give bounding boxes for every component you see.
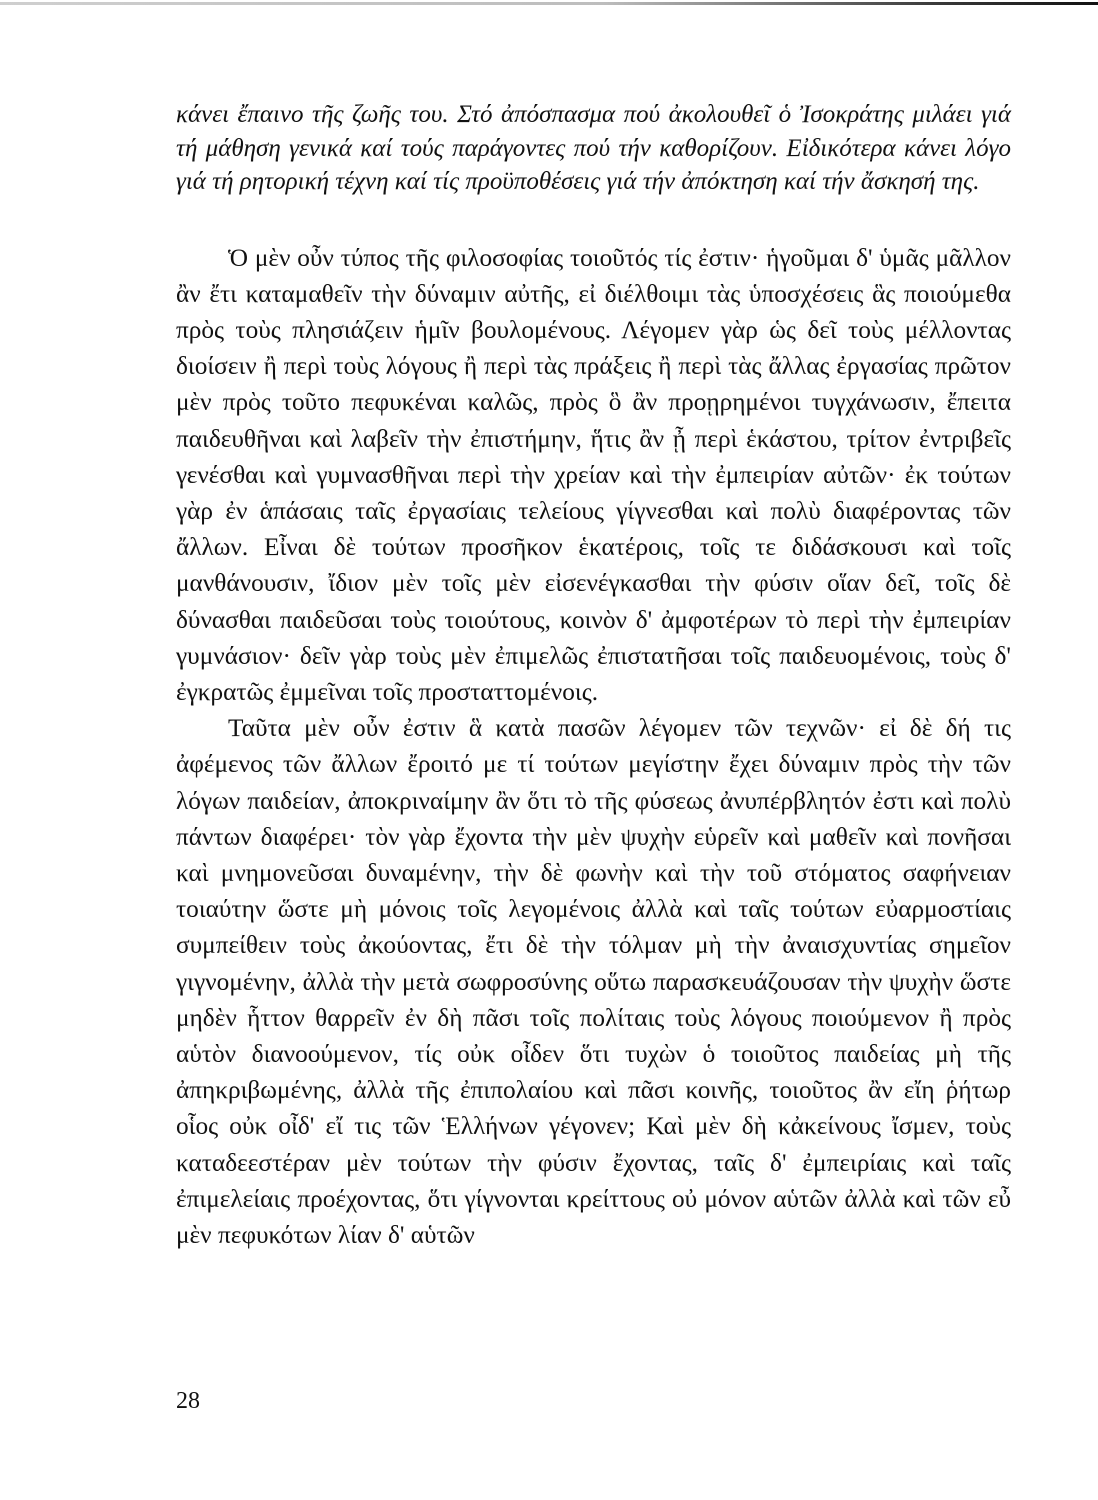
greek-quote-paragraph-2: Ταῦτα μὲν οὖν ἐστιν ἃ κατὰ πασῶν λέγομεν τῶν τεχνῶν· εἰ δὲ δή τις ἀφέμενος τῶν ἄλλων ἔροιτό με τί τούτων μεγίστην ἔχει δύναμιν πρὸς τὴν τῶν λόγων παιδείαν, ἀποκριναίμην ἂν ὅτι τὸ τῆς φύσεως ἀνυπέρβλητόν ἐστι καὶ πολὺ πάντων διαφέρει· τὸν γὰρ ἔχοντα τὴν μὲν ψυχὴν εὑρεῖν καὶ μαθεῖν καὶ πονῆσαι καὶ μνημονεῦσαι δυναμένην, τὴν δὲ φωνὴν καὶ τὴν τοῦ στόματος σαφήνειαν τοιαύτην ὥστε μὴ μόνοις τοῖς λεγομένοις ἀλλὰ καὶ ταῖς τούτων εὐαρμοστίαις συμπείθειν τοὺς ἀκούοντας, ἔτι δὲ τὴν τόλμαν μὴ τὴν ἀναισχυντίας σημεῖον γιγνομένην, ἀλλὰ τὴν μετὰ σωφροσύνης οὕτω παρασκευάζουσαν τὴν ψυχὴν ὥστε μηδὲν ἧττον θαρρεῖν ἐν δὴ πᾶσι τοῖς πολίταις τοὺς λόγους ποιούμενον ἢ πρὸς αὑτὸν διανοούμενον, τίς οὐκ οἶδεν ὅτι τυχὼν ὁ τοιοῦτος παιδείας μὴ τῆς ἀπηκριβωμένης, ἀλλὰ τῆς ἐπιπολαίου καὶ πᾶσι κοινῆς, τοιοῦτος ἂν εἴη ῥήτωρ οἷος οὐκ οἶδ' εἴ τις τῶν Ἑλλήνων γέγονεν; Καὶ μὲν δὴ κἀκείνους ἴσμεν, τοὺς καταδεεστέραν μὲν τούτων τὴν φύσιν ἔχοντας, ταῖς δ' ἐμπειρίαις καὶ ταῖς ἐπιμελείαις προέχοντας, ὅτι γίγνονται κρείττους οὐ μόνον αὑτῶν ἀλλὰ καὶ τῶν εὖ μὲν πεφυκότων λίαν δ' αὑτῶν	[176, 714, 1011, 1249]
page-body	[176, 98, 1011, 1253]
intro-paragraph: κάνει ἔπαινο τῆς ζωῆς του. Στό ἀπόσπασμα πού ἀκολουθεῖ ὁ Ἰσοκράτης μιλάει γιά τή μάθηση γενικά καί τούς παράγοντες πού τήν καθορίζουν. Εἰδικότερα κάνει λόγο γιά τή ρητορική τέχνη καί τίς προϋποθέσεις γιά τήν ἀπόκτηση καί τήν ἄσκησή της.	[176, 101, 1011, 195]
top-edge-rule	[0, 2, 1098, 5]
greek-quote-paragraph-1: Ὁ μὲν οὖν τύπος τῆς φιλοσοφίας τοιοῦτός τίς ἐστιν· ἡγοῦμαι δ' ὑμᾶς μᾶλλον ἂν ἔτι καταμαθεῖν τὴν δύναμιν αὐτῆς, εἰ διέλθοιμι τὰς ὑποσχέσεις ἃς ποιούμεθα πρὸς τοὺς πλησιάζειν ἡμῖν βουλομένους. Λέγομεν γὰρ ὡς δεῖ τοὺς μέλλοντας διοίσειν ἢ περὶ τοὺς λόγους ἢ περὶ τὰς πράξεις ἢ περὶ τὰς ἄλλας ἐργασίας πρῶτον μὲν πρὸς τοῦτο πεφυκέναι καλῶς, πρὸς ὃ ἂν προῃρημένοι τυγχάνωσιν, ἔπειτα παιδευθῆναι καὶ λαβεῖν τὴν ἐπιστήμην, ἥτις ἂν ᾖ περὶ ἑκάστου, τρίτον ἐντριβεῖς γενέσθαι καὶ γυμνασθῆναι περὶ τὴν χρείαν καὶ τὴν ἐμπειρίαν αὐτῶν· ἐκ τούτων γὰρ ἐν ἁπάσαις ταῖς ἐργασίαις τελείους γίγνεσθαι καὶ πολὺ διαφέροντας τῶν ἄλλων. Εἶναι δὲ τούτων προσῆκον ἑκατέροις, τοῖς τε διδάσκουσι καὶ τοῖς μανθάνουσιν, ἴδιον μὲν τοῖς μὲν εἰσενέγκασθαι τὴν φύσιν οἵαν δεῖ, τοῖς δὲ δύνασθαι παιδεῦσαι τοὺς τοιούτους, κοινὸν δ' ἀμφοτέρων τὸ περὶ τὴν ἐμπειρίαν γυμνάσιον· δεῖν γὰρ τοὺς μὲν ἐπιμελῶς ἐπιστατῆσαι τοῖς παιδευομένοις, τοὺς δ' ἐγκρατῶς ἐμμεῖναι τοῖς προσταττομένοις.	[176, 243, 1011, 706]
page-number: 28	[176, 1388, 200, 1414]
